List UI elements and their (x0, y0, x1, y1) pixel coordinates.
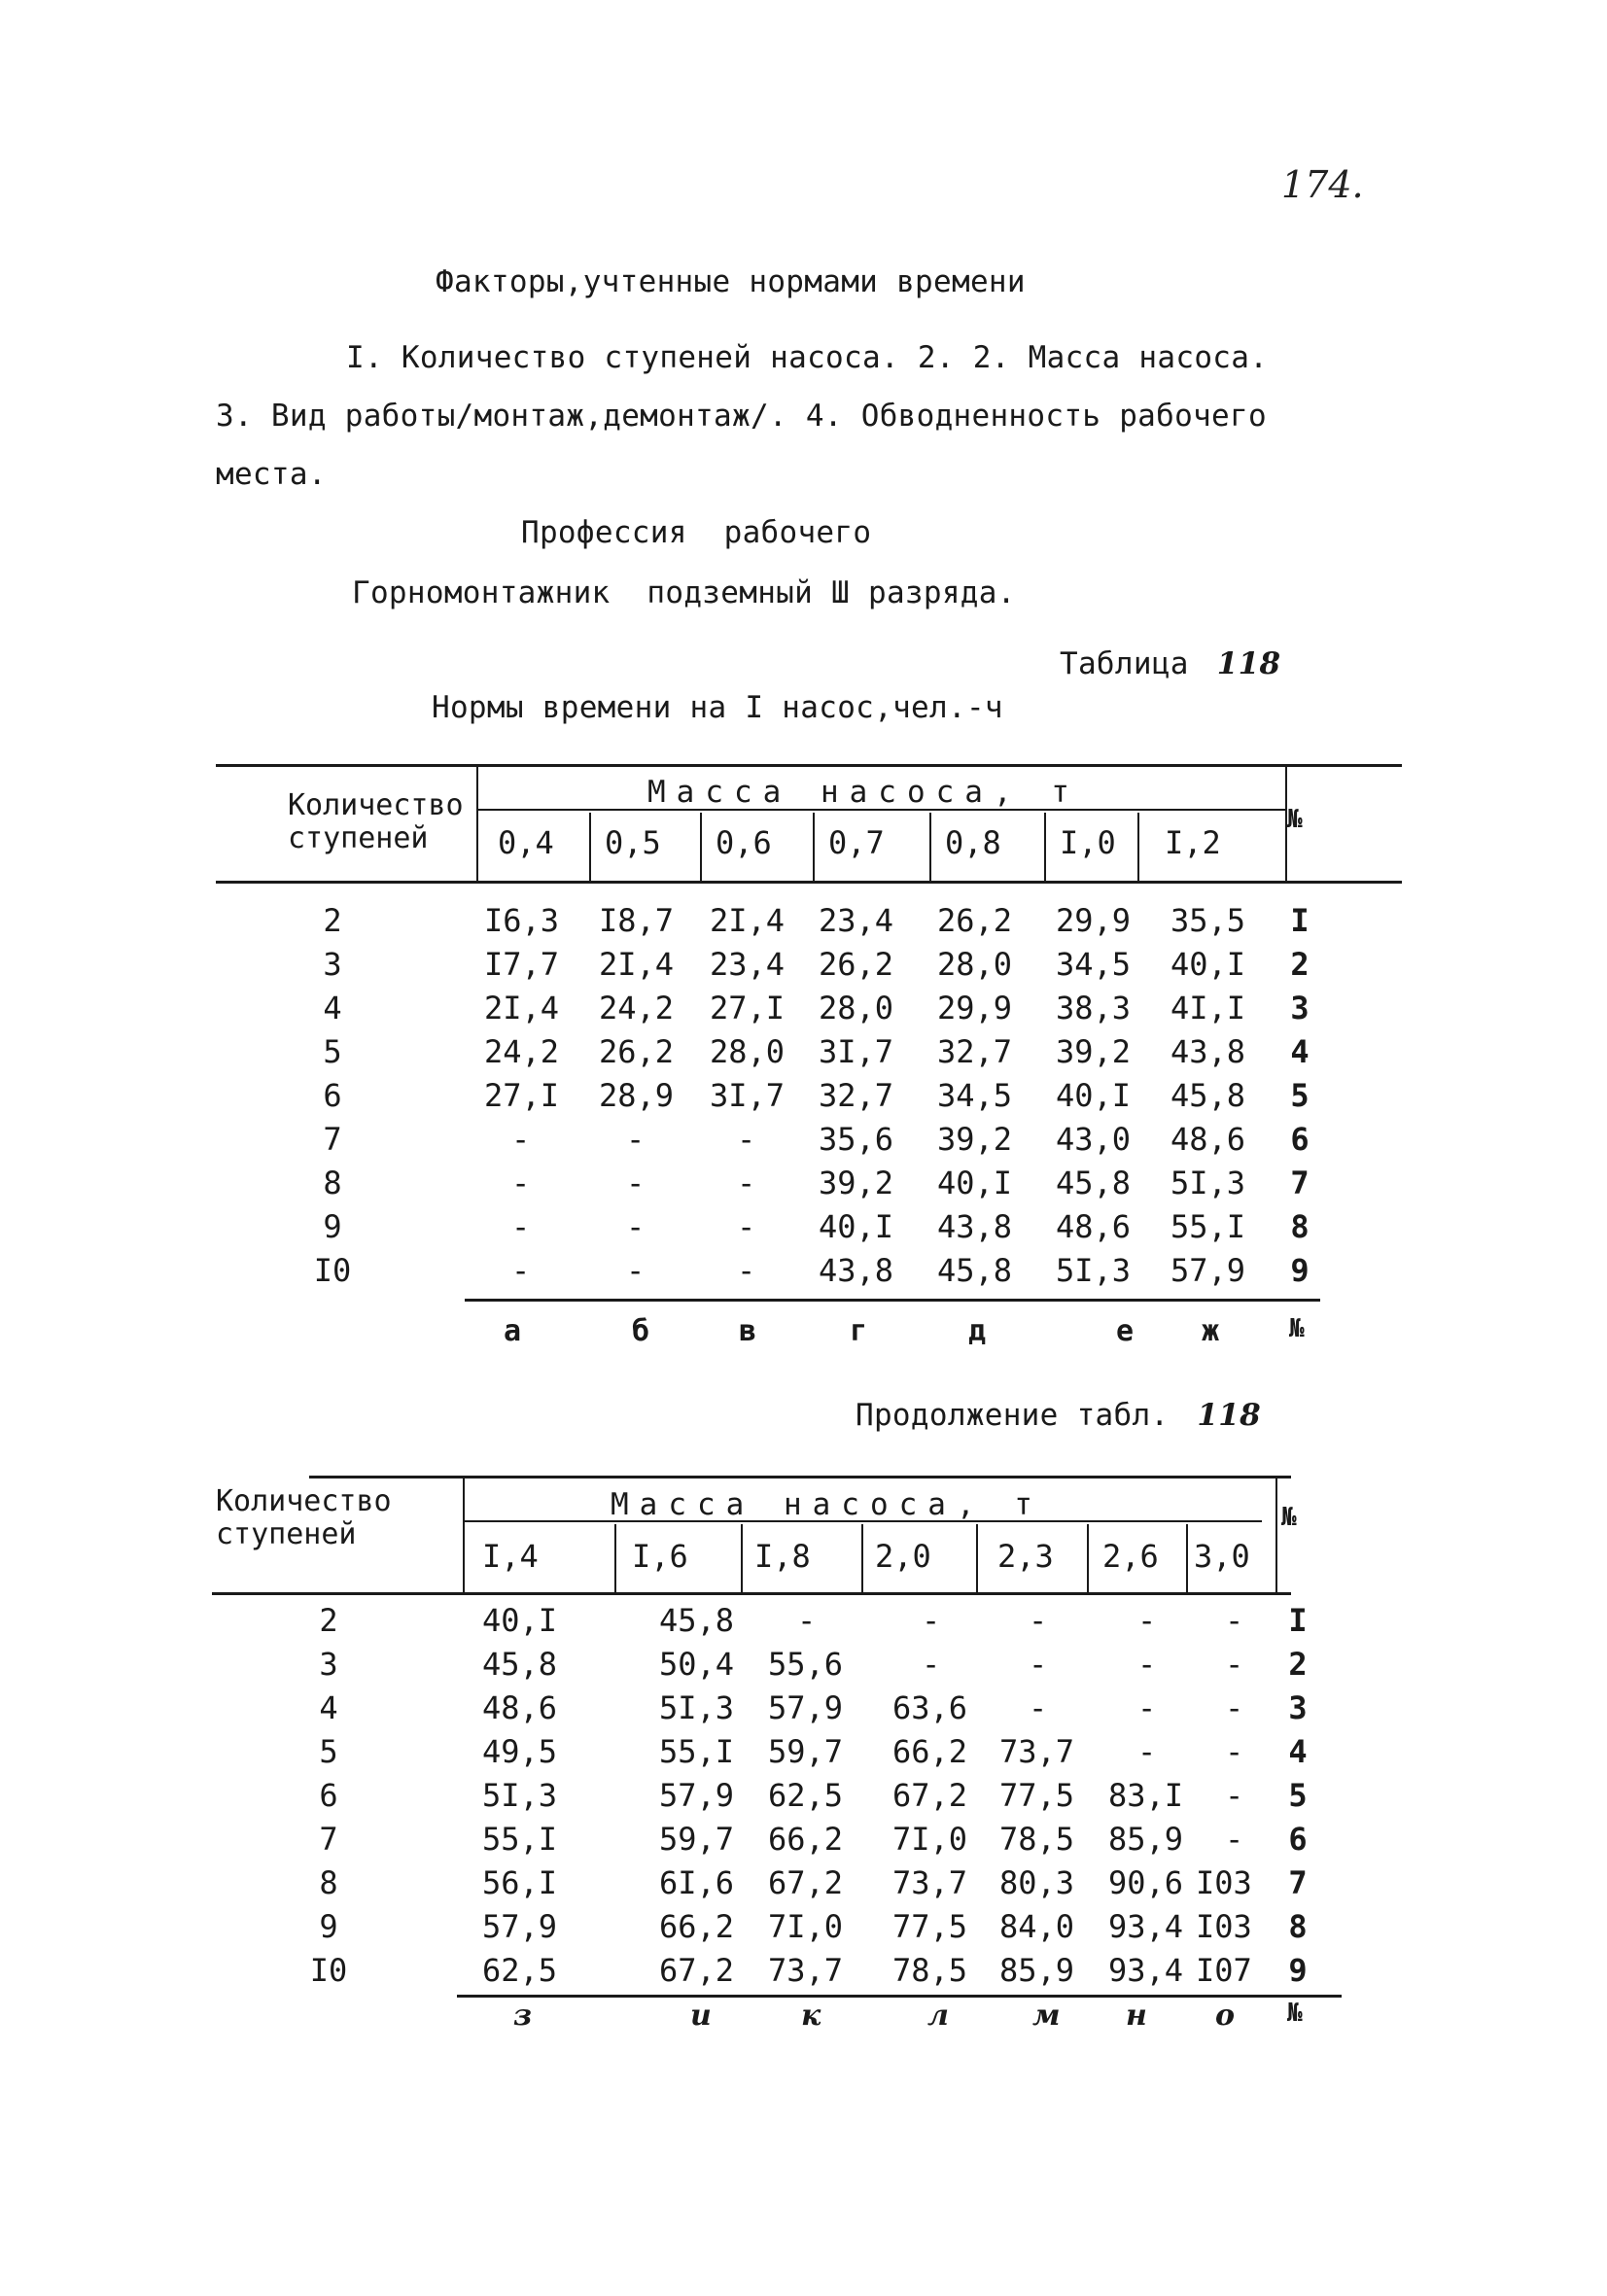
column-letter: в (739, 1314, 757, 1348)
table-cell: 78,5 (999, 1821, 1075, 1858)
column-header: I,8 (754, 1538, 811, 1575)
table-cell: 62,5 (768, 1777, 844, 1814)
table-cell: I6,3 (484, 902, 560, 939)
table-cell: 29,9 (937, 990, 1013, 1026)
letter-row-number: № (1289, 1314, 1305, 1343)
letter-row-number: № (1287, 1999, 1303, 2028)
table-cell: 39,2 (819, 1165, 894, 1201)
column-letter: и (690, 1999, 712, 2033)
row-header-line-1: Количество (288, 788, 464, 822)
table-cell: 43,0 (1056, 1121, 1132, 1158)
column-header: 2,0 (875, 1538, 931, 1575)
table-cell: 39,2 (1056, 1033, 1132, 1070)
row-number: 6 (1288, 1821, 1308, 1858)
column-header: I,6 (632, 1538, 688, 1575)
column-header: 2,6 (1102, 1538, 1159, 1575)
table-cell: 67,2 (659, 1952, 735, 1989)
table-cell: - (1029, 1646, 1048, 1683)
table-cell: 80,3 (999, 1864, 1075, 1901)
table-cell: 24,2 (484, 1033, 560, 1070)
table-cell: - (511, 1208, 531, 1245)
column-letter: к (801, 1999, 821, 2033)
stage-count: 5 (323, 1033, 342, 1070)
page-number: 174. (1281, 163, 1364, 206)
table-cell: 84,0 (999, 1908, 1075, 1945)
table-cell: 38,3 (1056, 990, 1132, 1026)
column-header: I,0 (1060, 824, 1116, 861)
table-cell: - (1225, 1602, 1244, 1639)
table-cell: 73,7 (768, 1952, 844, 1989)
row-number: I (1290, 902, 1310, 939)
table-cell: 45,8 (482, 1646, 558, 1683)
row-number: 3 (1288, 1689, 1308, 1726)
table-cell: 73,7 (892, 1864, 968, 1901)
column-letter: б (632, 1314, 650, 1348)
table-cell: 32,7 (937, 1033, 1013, 1070)
table-cell: 34,5 (1056, 946, 1132, 983)
column-letter: м (1032, 1999, 1061, 2033)
table-cell: 6I,6 (659, 1864, 735, 1901)
number-header-2: № (1281, 1503, 1297, 1532)
column-header: 0,7 (828, 824, 885, 861)
table-cell: - (626, 1252, 646, 1289)
table-cell: 85,9 (1108, 1821, 1184, 1858)
column-header: 0,4 (498, 824, 554, 861)
row-number: 4 (1288, 1733, 1308, 1770)
table-cell: 59,7 (768, 1733, 844, 1770)
table-cell: 55,I (482, 1821, 558, 1858)
column-letter: а (504, 1314, 522, 1348)
stage-count: 7 (319, 1821, 338, 1858)
table-cell: I07 (1196, 1952, 1252, 1989)
profession-heading: Профессия рабочего (521, 515, 872, 550)
column-letter: д (968, 1314, 987, 1348)
table-cell: 45,8 (1170, 1077, 1246, 1114)
table-cell: 5I,3 (482, 1777, 558, 1814)
table-cell: 55,I (659, 1733, 735, 1770)
table-cell: 28,0 (937, 946, 1013, 983)
table-cell: - (737, 1121, 756, 1158)
row-number: 6 (1290, 1121, 1310, 1158)
table-cell: 28,0 (819, 990, 894, 1026)
table-cell: - (1225, 1821, 1244, 1858)
table-cell: 77,5 (999, 1777, 1075, 1814)
table-cell: 3I,7 (819, 1033, 894, 1070)
table-cell: 26,2 (937, 902, 1013, 939)
table-cell: I8,7 (599, 902, 675, 939)
table-cell: 2I,4 (484, 990, 560, 1026)
column-letter: з (513, 1999, 533, 2033)
table-cell: 43,8 (1170, 1033, 1246, 1070)
table-cell: 57,9 (482, 1908, 558, 1945)
factors-line-1: I. Количество ступеней насоса. 2. 2. Масса насоса. (346, 340, 1269, 375)
row-number: 8 (1288, 1908, 1308, 1945)
row-number: 9 (1290, 1252, 1310, 1289)
table-cell: 29,9 (1056, 902, 1132, 939)
table-cell: 24,2 (599, 990, 675, 1026)
table-cell: 39,2 (937, 1121, 1013, 1158)
table-cell: - (1137, 1602, 1157, 1639)
continuation-table-number: 118 (1197, 1398, 1261, 1433)
table-cell: 48,6 (1056, 1208, 1132, 1245)
table-cell: 50,4 (659, 1646, 735, 1683)
table-cell: I7,7 (484, 946, 560, 983)
table-cell: 7I,0 (768, 1908, 844, 1945)
table-cell: 5I,3 (659, 1689, 735, 1726)
table-cell: 23,4 (710, 946, 786, 983)
table-cell: 27,I (710, 990, 786, 1026)
column-header: I,4 (482, 1538, 539, 1575)
table-cell: - (1225, 1777, 1244, 1814)
table-cell: 28,0 (710, 1033, 786, 1070)
row-number: 2 (1290, 946, 1310, 983)
row-number: 9 (1288, 1952, 1308, 1989)
column-header: 2,3 (997, 1538, 1054, 1575)
column-header: 0,8 (945, 824, 1001, 861)
stage-count: 2 (319, 1602, 338, 1639)
table-cell: 2I,4 (710, 902, 786, 939)
factors-heading: Факторы,учтенные нормами времени (436, 264, 1026, 299)
row-header-2-line-2: ступеней (216, 1517, 357, 1551)
table-cell: - (1029, 1602, 1048, 1639)
table-number: 118 (1216, 646, 1281, 681)
table-cell: 35,5 (1170, 902, 1246, 939)
row-number: 5 (1288, 1777, 1308, 1814)
stage-count: 3 (323, 946, 342, 983)
table-label-text: Таблица (1060, 646, 1189, 681)
row-number: 8 (1290, 1208, 1310, 1245)
table-cell: 66,2 (768, 1821, 844, 1858)
row-number: I (1288, 1602, 1308, 1639)
stage-count: 8 (323, 1165, 342, 1201)
table-cell: 67,2 (892, 1777, 968, 1814)
table-cell: 45,8 (937, 1252, 1013, 1289)
stage-count: 9 (319, 1908, 338, 1945)
table-cell: - (797, 1602, 817, 1639)
table-cell: 63,6 (892, 1689, 968, 1726)
table-cell: 40,I (482, 1602, 558, 1639)
table-cell: 93,4 (1108, 1908, 1184, 1945)
table-cell: 55,I (1170, 1208, 1246, 1245)
table-cell: 26,2 (599, 1033, 675, 1070)
column-letter: ж (1202, 1314, 1220, 1348)
table-cell: 93,4 (1108, 1952, 1184, 1989)
table-cell: - (626, 1208, 646, 1245)
table-cell: - (1225, 1689, 1244, 1726)
table-cell: - (737, 1165, 756, 1201)
table-cell: 57,9 (659, 1777, 735, 1814)
table-cell: - (1137, 1689, 1157, 1726)
table-cell: - (1137, 1733, 1157, 1770)
column-header: 0,6 (716, 824, 772, 861)
stage-count: I0 (309, 1952, 348, 1989)
table-cell: 34,5 (937, 1077, 1013, 1114)
table-cell: 45,8 (1056, 1165, 1132, 1201)
table-cell: - (511, 1252, 531, 1289)
table-cell: - (1029, 1689, 1048, 1726)
stage-count: 4 (319, 1689, 338, 1726)
factors-line-3: места. (216, 457, 327, 492)
continuation-text: Продолжение табл. (856, 1398, 1170, 1433)
table-cell: 90,6 (1108, 1864, 1184, 1901)
stage-count: 8 (319, 1864, 338, 1901)
table-cell: 26,2 (819, 946, 894, 983)
table-cell: 77,5 (892, 1908, 968, 1945)
factors-line-2: 3. Вид работы/монтаж,демонтаж/. 4. Обводненность рабочего (216, 399, 1267, 434)
mass-header-2: Масса насоса, т (611, 1487, 1043, 1522)
stage-count: 7 (323, 1121, 342, 1158)
table-cell: 5I,3 (1056, 1252, 1132, 1289)
table-cell: 57,9 (768, 1689, 844, 1726)
table-cell: 40,I (1170, 946, 1246, 983)
table-cell: - (1225, 1733, 1244, 1770)
table-cell: 55,6 (768, 1646, 844, 1683)
table-cell: - (626, 1165, 646, 1201)
column-header: 0,5 (605, 824, 661, 861)
table-cell: I03 (1196, 1908, 1252, 1945)
table-cell: 66,2 (659, 1908, 735, 1945)
table-cell: - (511, 1121, 531, 1158)
number-header: № (1287, 805, 1303, 834)
column-header: 3,0 (1194, 1538, 1250, 1575)
table-cell: I03 (1196, 1864, 1252, 1901)
table-cell: 5I,3 (1170, 1165, 1246, 1201)
table-cell: 48,6 (482, 1689, 558, 1726)
table-cell: - (922, 1602, 941, 1639)
stage-count: 6 (319, 1777, 338, 1814)
table-cell: 45,8 (659, 1602, 735, 1639)
table-cell: 35,6 (819, 1121, 894, 1158)
stage-count: 9 (323, 1208, 342, 1245)
table-cell: - (737, 1208, 756, 1245)
column-letter: о (1215, 1999, 1236, 2033)
row-number: 4 (1290, 1033, 1310, 1070)
table-cell: - (737, 1252, 756, 1289)
table-cell: 40,I (937, 1165, 1013, 1201)
table-cell: 4I,I (1170, 990, 1246, 1026)
table-cell: 43,8 (937, 1208, 1013, 1245)
table-cell: 62,5 (482, 1952, 558, 1989)
table-cell: - (1225, 1646, 1244, 1683)
row-number: 2 (1288, 1646, 1308, 1683)
column-letter: е (1116, 1314, 1135, 1348)
table-cell: 48,6 (1170, 1121, 1246, 1158)
mass-header: Масса насоса, т (647, 775, 1080, 810)
row-header-2 (216, 1485, 392, 1551)
row-number: 7 (1290, 1165, 1310, 1201)
table-cell: - (511, 1165, 531, 1201)
table-cell: 32,7 (819, 1077, 894, 1114)
table-cell: - (922, 1646, 941, 1683)
stage-count: I0 (313, 1252, 352, 1289)
row-header-line-2: ступеней (288, 821, 429, 855)
column-header: I,2 (1165, 824, 1221, 861)
table-cell: 3I,7 (710, 1077, 786, 1114)
row-number: 5 (1290, 1077, 1310, 1114)
table-cell: 27,I (484, 1077, 560, 1114)
table-cell: 67,2 (768, 1864, 844, 1901)
stage-count: 3 (319, 1646, 338, 1683)
profession-value: Горномонтажник подземный Ш разряда. (352, 575, 1016, 610)
table-cell: 40,I (1056, 1077, 1132, 1114)
table-cell: 23,4 (819, 902, 894, 939)
table-cell: 28,9 (599, 1077, 675, 1114)
table-cell: 73,7 (999, 1733, 1075, 1770)
table-cell: 7I,0 (892, 1821, 968, 1858)
table-cell: - (1137, 1646, 1157, 1683)
column-letter: л (927, 1999, 949, 2033)
table-cell: 49,5 (482, 1733, 558, 1770)
stage-count: 5 (319, 1733, 338, 1770)
table-cell: 85,9 (999, 1952, 1075, 1989)
column-letter: г (850, 1314, 868, 1348)
table-cell: 78,5 (892, 1952, 968, 1989)
table-cell: 43,8 (819, 1252, 894, 1289)
stage-count: 2 (323, 902, 342, 939)
table-cell: 2I,4 (599, 946, 675, 983)
table-cell: 56,I (482, 1864, 558, 1901)
row-number: 7 (1288, 1864, 1308, 1901)
table-cell: 83,I (1108, 1777, 1184, 1814)
table-title: Нормы времени на I насос,чел.-ч (432, 690, 1003, 725)
row-number: 3 (1290, 990, 1310, 1026)
table-cell: 40,I (819, 1208, 894, 1245)
stage-count: 4 (323, 990, 342, 1026)
table-cell: 59,7 (659, 1821, 735, 1858)
stage-count: 6 (323, 1077, 342, 1114)
row-header-2-line-1: Количество (216, 1484, 392, 1518)
table-cell: 57,9 (1170, 1252, 1246, 1289)
column-letter: н (1126, 1999, 1147, 2033)
table-cell: - (626, 1121, 646, 1158)
table-cell: 66,2 (892, 1733, 968, 1770)
